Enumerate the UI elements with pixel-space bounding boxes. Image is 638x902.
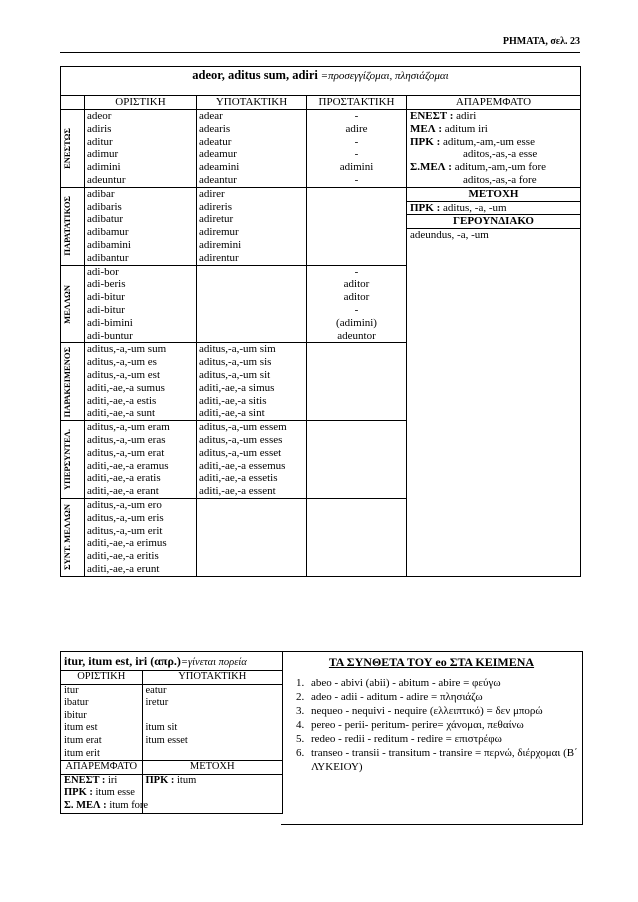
indicative-form: adi-bor [87, 265, 119, 278]
itur-infinitive-row [61, 787, 282, 800]
imperative-form: - [354, 110, 359, 122]
itur-infinitive [61, 799, 149, 813]
infinitive-line-label: ΕΝΕΣΤ : [410, 110, 457, 122]
itur-header-indicative: ΟΡΙΣΤΙΚΗ [61, 671, 142, 684]
infinitive-line-value: aditum,-am,-um esse [443, 135, 535, 148]
tense-label-cell [61, 110, 85, 188]
subjunctive-form [199, 499, 304, 512]
subjunctive-form: aditus,-a,-um sit [199, 368, 271, 381]
itur-subjunctive-form: itum sit [142, 722, 282, 735]
indicative-form: aditi,-ae,-a estis [87, 394, 157, 407]
infinitive-line [407, 136, 580, 149]
tense-label: ΠΑΡΑΚΕΙΜΕΝΟΣ [62, 346, 72, 417]
compound-item: 3. nequeo - nequivi - nequire (ελλειπτικό) = δεν μπορώ [307, 704, 582, 718]
header-divider [60, 52, 580, 53]
imperative-form [309, 421, 404, 434]
subjunctive-cell [197, 421, 307, 499]
imperative-cell [307, 187, 407, 265]
imperative-cell [307, 343, 407, 421]
imperative-form [309, 472, 404, 485]
indicative-form: aditus,-a,-um eras [87, 433, 166, 446]
itur-infinitive-label: Σ. ΜΕΛ : [64, 799, 110, 811]
page-header: ΡΗΜΑΤΑ, σελ. 23 [502, 36, 580, 47]
infinitive-line [407, 110, 580, 123]
tense-label-cell [61, 421, 85, 499]
itur-indicative-form: itum erat [64, 734, 102, 746]
imperative-form: adire [345, 122, 368, 135]
itur-header-subjunctive: ΥΠΟΤΑΚΤΙΚΗ [142, 671, 282, 684]
infinitive-line-label: ΓΕΡΟΥΝΔΙΑΚΟ [453, 215, 534, 228]
imperative-form [309, 407, 404, 420]
subjunctive-form: aditi,-ae,-a essent [199, 485, 276, 498]
itur-subjunctive-form: iretur [142, 697, 282, 710]
infinitive-line [407, 229, 580, 242]
imperative-form [309, 563, 404, 576]
imperative-form: - [354, 173, 359, 186]
compounds-panel [281, 651, 583, 825]
subjunctive-cell [197, 343, 307, 421]
imperative-form: aditor [343, 278, 370, 291]
subjunctive-form [199, 537, 304, 550]
tense-row [61, 110, 581, 188]
indicative-form: adibaris [87, 200, 122, 213]
compound-item: 2. adeo - adii - aditum - adire = πλησιάζω [307, 690, 582, 704]
itur-infinitive [61, 787, 142, 800]
compound-item: 4. pereo - perii- peritum- perire= χάνομαι, πεθαίνω [307, 718, 582, 732]
infinitive-line [407, 202, 580, 215]
subjunctive-cell [197, 265, 307, 343]
imperative-form [309, 395, 404, 408]
itur-row [61, 748, 282, 761]
tense-label: ΠΑΡΑΤΑΤΙΚΟΣ [62, 196, 72, 256]
imperative-form [309, 550, 404, 563]
imperative-cell [307, 498, 407, 576]
itur-participle [142, 787, 282, 800]
indicative-form: adiris [87, 122, 112, 135]
itur-indicative-form: ibatur [64, 697, 89, 709]
indicative-form: adimur [87, 148, 119, 161]
itur-subjunctive-form: eatur [142, 684, 282, 697]
subjunctive-form: adiremini [199, 238, 242, 251]
itur-headers2 [61, 761, 282, 775]
itur-header-participle: ΜΕΤΟΧΗ [142, 761, 282, 775]
indicative-form: adi-bitur [87, 303, 125, 316]
subjunctive-form: adirer [199, 187, 225, 200]
indicative-form: aditus,-a,-um ero [87, 498, 162, 511]
indicative-form: aditi,-ae,-a eritis [87, 550, 159, 563]
indicative-form: aditus,-a,-um es [87, 356, 157, 369]
subjunctive-form: adeamini [199, 161, 240, 174]
indicative-form: aditi,-ae,-a erant [87, 485, 159, 498]
adeor-title [61, 67, 581, 86]
infinitive-line-label: Σ.ΜΕΛ : [410, 161, 455, 174]
itur-infinitive-value: itum esse [95, 787, 135, 799]
subjunctive-form: adeamur [199, 148, 237, 161]
itur-indicative-form: itur [64, 684, 79, 696]
infinitive-line-label: ΜΕΛ : [410, 122, 445, 135]
itur-infinitive-label: ΕΝΕΣΤ : [64, 774, 109, 786]
itur-participle [142, 774, 282, 787]
infinitive-line-label: ΠΡΚ : [410, 201, 443, 214]
imperative-form [309, 485, 404, 498]
header-subjunctive: ΥΠΟΤΑΚΤΙΚΗ [197, 96, 307, 110]
subjunctive-form: aditi,-ae,-a essemus [199, 459, 286, 472]
itur-infinitive-label: ΠΡΚ : [64, 787, 96, 799]
indicative-form: aditi,-ae,-a sunt [87, 407, 156, 420]
indicative-form: aditus,-a,-um eris [87, 511, 164, 524]
indicative-form: aditi,-ae,-a erimus [87, 537, 167, 550]
tense-label: ΜΕΛΛΩΝ [62, 284, 72, 324]
adeor-title-meaning: =προσεγγίζομαι, πλησιάζομαι [317, 70, 449, 83]
subjunctive-form [199, 512, 304, 525]
infinitive-line-value: aditum,-am,-um fore [454, 161, 547, 174]
imperative-form: adeuntor [337, 329, 376, 342]
itur-title [61, 652, 282, 671]
itur-infinitive [61, 774, 142, 787]
indicative-cell [85, 343, 197, 421]
itur-row [61, 722, 282, 735]
imperative-form: - [354, 135, 359, 148]
imperative-cell [307, 110, 407, 188]
indicative-form: adi-buntur [87, 329, 133, 342]
itur-indicative-form: itum est [64, 722, 98, 734]
itur-participle-value: itum [177, 774, 197, 786]
indicative-form: aditi,-ae,-a eramus [87, 459, 169, 472]
indicative-form: adeuntur [87, 173, 126, 186]
subjunctive-form: adeatur [199, 135, 232, 148]
imperative-form [309, 213, 404, 226]
subjunctive-form: aditus,-a,-um sim [199, 343, 276, 356]
itur-indicative-form: itum erit [64, 747, 100, 759]
adeor-column-headers [61, 96, 581, 110]
header-infinitive: ΑΠΑΡΕΜΦΑΤΟ [407, 96, 581, 110]
imperative-form [309, 382, 404, 395]
subjunctive-form: adearis [199, 122, 231, 135]
indicative-form: adibamini [87, 238, 131, 251]
infinitive-line [407, 123, 580, 136]
infinitive-line [407, 174, 580, 187]
header-indicative: ΟΡΙΣΤΙΚΗ [85, 96, 197, 110]
infinitive-line-value: aditus, -a, -um [443, 201, 507, 214]
subjunctive-form: aditus,-a,-um esses [199, 433, 283, 446]
imperative-cell [307, 421, 407, 499]
indicative-form: adimini [87, 161, 121, 174]
indicative-form: adibantur [87, 251, 129, 264]
itur-row [61, 684, 282, 697]
itur-row [61, 735, 282, 748]
imperative-form: aditor [343, 291, 370, 304]
tense-label-cell [61, 343, 85, 421]
imperative-form [309, 343, 404, 356]
subjunctive-form [199, 317, 304, 330]
subjunctive-form: aditus,-a,-um esset [199, 446, 282, 459]
infinitive-line-label: ΜΕΤΟΧΗ [468, 187, 519, 200]
subjunctive-form: aditus,-a,-um sis [199, 356, 272, 369]
itur-header-infinitive: ΑΠΑΡΕΜΦΑΤΟ [61, 761, 142, 775]
imperative-cell [307, 265, 407, 343]
imperative-form [309, 460, 404, 473]
indicative-form: aditus,-a,-um est [87, 368, 161, 381]
subjunctive-form: adeantur [199, 173, 237, 186]
imperative-form [309, 369, 404, 382]
tense-label: ΥΠΕΡΣΥΝΤΕΛ. [62, 429, 72, 491]
infinitive-line [407, 187, 580, 202]
indicative-cell [85, 187, 197, 265]
imperative-form: (adimini) [336, 316, 377, 329]
itur-infinitive-row [61, 774, 282, 787]
subjunctive-form: adear [199, 110, 223, 122]
imperative-form [309, 525, 404, 538]
itur-subjunctive-form [142, 748, 282, 761]
subjunctive-form: adiremur [199, 226, 239, 239]
imperative-form [309, 447, 404, 460]
compound-item: 1. abeo - abivi (abii) - abitum - abire = φεύγω [307, 676, 582, 690]
tense-label-cell [61, 187, 85, 265]
itur-participle [142, 800, 282, 813]
compounds-list [281, 676, 582, 774]
imperative-form [309, 239, 404, 252]
subjunctive-form [199, 266, 304, 279]
infinitive-line [407, 161, 580, 174]
infinitive-line-label: ΠΡΚ : [410, 135, 443, 148]
imperative-form [309, 434, 404, 447]
imperative-form: adimini [339, 161, 374, 174]
infinitive-line [407, 214, 580, 229]
indicative-form: aditur [87, 135, 113, 148]
indicative-form: adi-bimini [87, 316, 133, 329]
infinitive-line-value: aditum iri [444, 122, 488, 135]
subjunctive-form [199, 291, 304, 304]
indicative-form: aditus,-a,-um sum [87, 343, 167, 356]
subjunctive-form [199, 278, 304, 291]
compound-item: 5. redeo - redii - reditum - redire = επιστρέφω [307, 732, 582, 746]
indicative-form: adi-bitur [87, 291, 125, 304]
indicative-form: aditus,-a,-um eram [87, 421, 170, 434]
imperative-form: - [354, 265, 359, 278]
compound-item: 6. transeo - transii - transitum - transire = περνώ, διέρχομαι (Β΄ ΛΥΚΕΙΟΥ) [307, 746, 582, 774]
subjunctive-form [199, 330, 304, 343]
itur-infinitive-row [61, 800, 282, 813]
infinitive-participle-cell [407, 110, 581, 577]
indicative-form: aditus,-a,-um erit [87, 524, 163, 537]
indicative-form: aditus,-a,-um erat [87, 446, 165, 459]
infinitive-line-value: adeundus, -a, -um [410, 229, 489, 242]
tense-label-cell [61, 265, 85, 343]
itur-table [60, 651, 283, 814]
subjunctive-form [199, 525, 304, 538]
infinitive-line [407, 148, 580, 161]
indicative-form: adibatur [87, 213, 124, 226]
itur-infinitive-value: iri [108, 774, 118, 786]
imperative-form [309, 201, 404, 214]
subjunctive-form: aditi,-ae,-a sitis [199, 394, 267, 407]
imperative-form [309, 188, 404, 201]
subjunctive-form: aditi,-ae,-a sint [199, 407, 265, 420]
indicative-form: aditi,-ae,-a sumus [87, 381, 165, 394]
indicative-cell [85, 265, 197, 343]
infinitive-line-value: aditos,-as,-a fore [463, 173, 537, 186]
imperative-form: - [354, 303, 359, 316]
tense-label-cell [61, 498, 85, 576]
itur-participle-label: ΠΡΚ : [145, 774, 177, 786]
subjunctive-form [199, 304, 304, 317]
itur-meaning: =γίνεται πορεία [180, 657, 247, 668]
imperative-form [309, 252, 404, 265]
tense-label: ΣΥΝΤ. ΜΕΛΛΩΝ [62, 504, 72, 571]
itur-row [61, 710, 282, 723]
imperative-form [309, 537, 404, 550]
imperative-form: - [354, 148, 359, 161]
imperative-form [309, 356, 404, 369]
adeor-title-principal-parts: adeor, aditus sum, adiri [192, 68, 318, 83]
subjunctive-form: aditus,-a,-um essem [199, 421, 287, 434]
subjunctive-form: aditi,-ae,-a simus [199, 381, 275, 394]
indicative-form: adi-beris [87, 278, 126, 291]
infinitive-line-value: aditos,-as,-a esse [463, 148, 538, 161]
itur-subjunctive-form [142, 710, 282, 723]
indicative-form: aditi,-ae,-a erunt [87, 562, 160, 575]
subjunctive-form: aditi,-ae,-a essetis [199, 472, 278, 485]
infinitive-line-value: adiri [456, 110, 477, 122]
subjunctive-cell [197, 110, 307, 188]
imperative-form [309, 226, 404, 239]
adeor-conjugation-table [60, 66, 581, 577]
itur-indicative-form: ibitur [64, 709, 87, 721]
indicative-cell [85, 110, 197, 188]
indicative-form: adibar [87, 187, 115, 200]
tense-label: ΕΝΕΣΤΩΣ [62, 127, 72, 169]
imperative-form [309, 512, 404, 525]
subjunctive-form [199, 550, 304, 563]
subjunctive-form: adiretur [199, 213, 234, 226]
subjunctive-form [199, 563, 304, 576]
itur-infinitive-value: itum fore [109, 799, 149, 811]
itur-row [61, 697, 282, 710]
itur-subjunctive-form: itum esset [142, 735, 282, 748]
indicative-form: adibamur [87, 226, 129, 239]
imperative-form [309, 499, 404, 512]
compounds-title: ΤΑ ΣΥΝΘΕΤΑ ΤΟΥ eo ΣΤΑ ΚΕΙΜΕΝΑ [328, 655, 535, 669]
subjunctive-cell [197, 187, 307, 265]
indicative-form: adeor [87, 110, 112, 122]
subjunctive-form: adireris [199, 200, 232, 213]
subjunctive-cell [197, 498, 307, 576]
itur-principal-parts: itur, itum est, iri (απρ.) [64, 654, 181, 668]
indicative-form: aditi,-ae,-a eratis [87, 472, 161, 485]
indicative-cell [85, 498, 197, 576]
subjunctive-form: adirentur [199, 251, 239, 264]
indicative-cell [85, 421, 197, 499]
header-imperative: ΠΡΟΣΤΑΚΤΙΚΗ [307, 96, 407, 110]
